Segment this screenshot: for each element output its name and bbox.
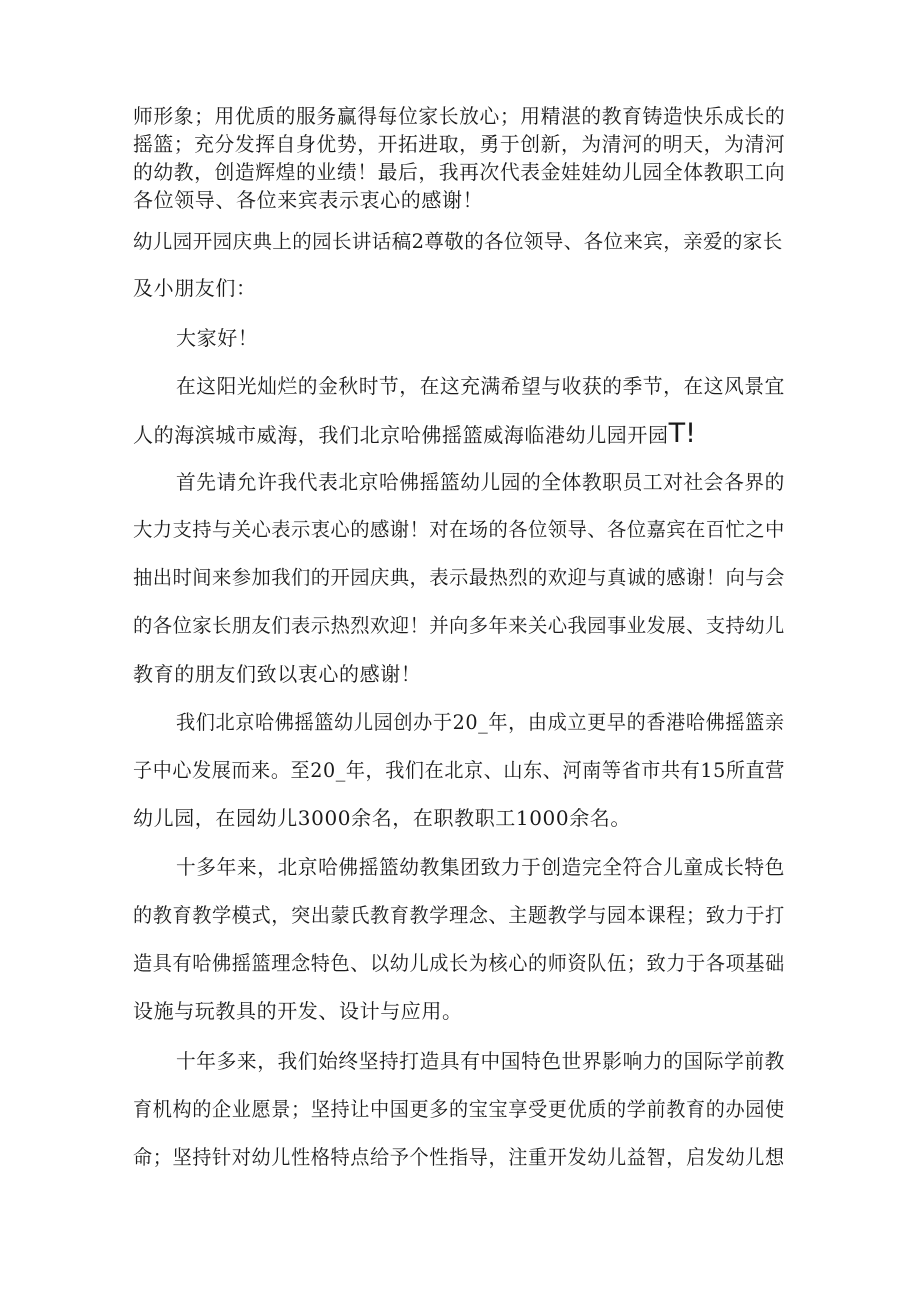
- paragraph-line: 十年多来，我们始终坚持打造具有中国特色世界影响力的国际学前教: [176, 1049, 785, 1073]
- greeting: 大家好！: [176, 326, 259, 350]
- paragraph-line: 设施与玩教具的开发、设计与应用。: [133, 999, 463, 1023]
- paragraph-line: 幼儿园，在园幼儿3000余名，在职教职工1000余名。: [133, 806, 631, 830]
- paragraph-line: 命；坚持针对幼儿性格特点给予个性指导，注重开发幼儿益智，启发幼儿想: [133, 1145, 785, 1169]
- text-line: 各位领导、各位来宾表示衷心的感谢！: [133, 188, 484, 212]
- paragraph-line: 造具有哈佛摇篮理念特色、以幼儿成长为核心的师资队伍；致力于各项基础: [133, 951, 785, 975]
- paragraph-line: 的教育教学模式，突出蒙氏教育教学理念、主题教学与园本课程；致力于打: [133, 903, 785, 927]
- paragraph-line-text: 人的海滨城市威海，我们北京哈佛摇篮威海临港幼儿园开园: [133, 423, 669, 447]
- paragraph-line: 我们北京哈佛摇篮幼儿园创办于20_年，由成立更早的香港哈佛摇篮亲: [176, 710, 785, 734]
- paragraph-line: 大力支持与关心表示衷心的感谢！对在场的各位领导、各位嘉宾在百忙之中: [133, 518, 785, 541]
- speech-heading-line: 幼儿园开园庆典上的园长讲话稿2尊敬的各位领导、各位来宾，亲爱的家长: [133, 230, 783, 253]
- paragraph-line: 子中心发展而来。至20_年，我们在北京、山东、河南等省市共有15所直营: [133, 758, 785, 782]
- paragraph-line: 抽出时间来参加我们的开园庆典，表示最热烈的欢迎与真诚的感谢！向与会: [133, 566, 785, 589]
- paragraph-line: 育机构的企业愿景；坚持让中国更多的宝宝享受更优质的学前教育的办园使: [133, 1097, 785, 1121]
- paragraph-line-tail: T!: [668, 418, 696, 449]
- paragraph-line: 十多年来，北京哈佛摇篮幼教集团致力于创造完全符合儿童成长特色: [176, 855, 785, 879]
- text-line: 摇篮；充分发挥自身优势，开拓进取，勇于创新，为清河的明天，为清河: [133, 132, 786, 156]
- paragraph-line: 首先请允许我代表北京哈佛摇篮幼儿园的全体教职员工对社会各界的: [176, 470, 785, 494]
- paragraph-line: [133, 418, 696, 449]
- paragraph-line: 教育的朋友们致以衷心的感谢！: [133, 662, 422, 686]
- paragraph-line: 在这阳光灿烂的金秋时节，在这充满希望与收获的季节，在这风景宜: [176, 374, 785, 398]
- paragraph-line: 的各位家长朋友们表示热烈欢迎！并向多年来关心我园事业发展、支持幼儿: [133, 614, 785, 637]
- text-line: 师形象；用优质的服务赢得每位家长放心；用精湛的教育铸造快乐成长的: [133, 104, 786, 128]
- speech-heading-line: 及小朋友们：: [133, 276, 257, 300]
- text-line: 的幼教，创造辉煌的业绩！最后，我再次代表金娃娃幼儿园全体教职工向: [133, 160, 786, 184]
